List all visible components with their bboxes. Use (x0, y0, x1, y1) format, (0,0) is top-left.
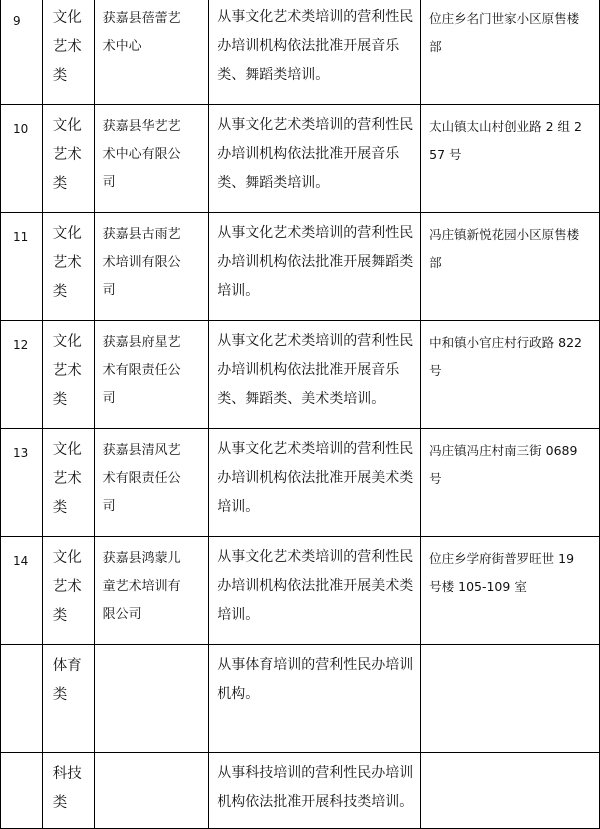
category-text: 体育类 (52, 658, 82, 703)
table-row (1, 213, 600, 321)
category-text: 文化艺术类 (52, 10, 82, 84)
row-number: 9 (13, 14, 21, 28)
category-cell (42, 753, 94, 829)
number-cell (1, 537, 43, 645)
category-text: 文化艺术类 (52, 442, 82, 516)
address-cell (421, 753, 600, 829)
address-text: 冯庄镇新悦花园小区原售楼部 (429, 227, 580, 270)
category-cell (42, 645, 94, 753)
table-row (1, 537, 600, 645)
business-scope-cell (209, 645, 421, 753)
institution-name-cell (94, 753, 209, 829)
row-number: 12 (13, 338, 29, 352)
institution-name: 获嘉县华艺艺术中心有限公司 (102, 119, 181, 190)
institution-name: 获嘉县蓓蕾艺术中心 (102, 11, 181, 54)
number-cell (1, 0, 43, 105)
business-scope: 从事文化艺术类培训的营利性民办培训机构依法批准开展美术类培训。 (217, 549, 414, 623)
category-text: 文化艺术类 (52, 550, 82, 624)
institution-name-cell (94, 0, 209, 105)
institution-name-cell (94, 645, 209, 753)
address-text (421, 645, 587, 653)
category-cell (42, 537, 94, 645)
address-cell (421, 105, 600, 213)
number-cell (1, 213, 43, 321)
address-text: 中和镇小官庄村行政路 822 号 (429, 335, 582, 378)
number-cell (1, 429, 43, 537)
number-cell (1, 105, 43, 213)
table-row (1, 0, 600, 105)
row-number: 14 (13, 554, 29, 568)
institution-name-cell (94, 321, 209, 429)
address-cell (421, 645, 600, 753)
business-scope: 从事体育培训的营利性民办培训机构。 (217, 657, 414, 702)
business-scope: 从事文化艺术类培训的营利性民办培训机构依法批准开展音乐类、舞蹈类、美术类培训。 (217, 333, 414, 407)
business-scope: 从事文化艺术类培训的营利性民办培训机构依法批准开展舞蹈类培训。 (217, 225, 414, 299)
number-cell (1, 753, 43, 829)
category-text: 文化艺术类 (52, 118, 82, 192)
business-scope-cell (209, 321, 421, 429)
business-scope-cell (209, 753, 421, 829)
table-row (1, 429, 600, 537)
business-scope: 从事科技培训的营利性民办培训机构依法批准开展科技类培训。 (217, 765, 414, 810)
category-cell (42, 429, 94, 537)
category-cell (42, 105, 94, 213)
institution-name-cell (94, 537, 209, 645)
number-cell (1, 321, 43, 429)
institution-name: 获嘉县古雨艺术培训有限公司 (102, 227, 181, 298)
table-row (1, 105, 600, 213)
institution-name (95, 645, 184, 653)
business-scope: 从事文化艺术类培训的营利性民办培训机构依法批准开展音乐类、舞蹈类培训。 (217, 9, 414, 83)
institution-name-cell (94, 105, 209, 213)
institution-name: 获嘉县清风艺术有限责任公司 (102, 443, 181, 514)
table-row (1, 645, 600, 753)
institution-name (95, 753, 184, 761)
address-text: 位庄乡学府街普罗旺世 19 号楼 105-109 室 (429, 551, 575, 594)
address-cell (421, 213, 600, 321)
business-scope-cell (209, 213, 421, 321)
institution-name: 获嘉县鸿蒙儿童艺术培训有限公司 (102, 551, 181, 622)
category-cell (42, 0, 94, 105)
institution-name-cell (94, 429, 209, 537)
row-number: 13 (13, 446, 29, 460)
address-cell (421, 321, 600, 429)
address-text: 太山镇太山村创业路 2 组 257 号 (429, 119, 582, 162)
row-number (1, 645, 42, 661)
table-row (1, 321, 600, 429)
category-text: 文化艺术类 (52, 226, 82, 300)
row-number: 11 (13, 230, 29, 244)
business-scope-cell (209, 105, 421, 213)
row-number (1, 753, 42, 769)
table-row (1, 753, 600, 829)
address-text: 位庄乡名门世家小区原售楼部 (429, 11, 580, 54)
institution-name-cell (94, 213, 209, 321)
address-cell (421, 0, 600, 105)
category-cell (42, 213, 94, 321)
business-scope-cell (209, 429, 421, 537)
address-cell (421, 429, 600, 537)
address-text (421, 753, 587, 761)
business-scope-cell (209, 537, 421, 645)
institution-name: 获嘉县府星艺术有限责任公司 (102, 335, 181, 406)
business-scope: 从事文化艺术类培训的营利性民办培训机构依法批准开展美术类培训。 (217, 441, 414, 515)
row-number: 10 (13, 122, 29, 136)
category-text: 科技类 (52, 766, 82, 811)
number-cell (1, 645, 43, 753)
category-text: 文化艺术类 (52, 334, 82, 408)
address-cell (421, 537, 600, 645)
business-scope: 从事文化艺术类培训的营利性民办培训机构依法批准开展音乐类、舞蹈类培训。 (217, 117, 414, 191)
business-scope-cell (209, 0, 421, 105)
address-text: 冯庄镇冯庄村南三街 0689 号 (429, 443, 578, 486)
category-cell (42, 321, 94, 429)
